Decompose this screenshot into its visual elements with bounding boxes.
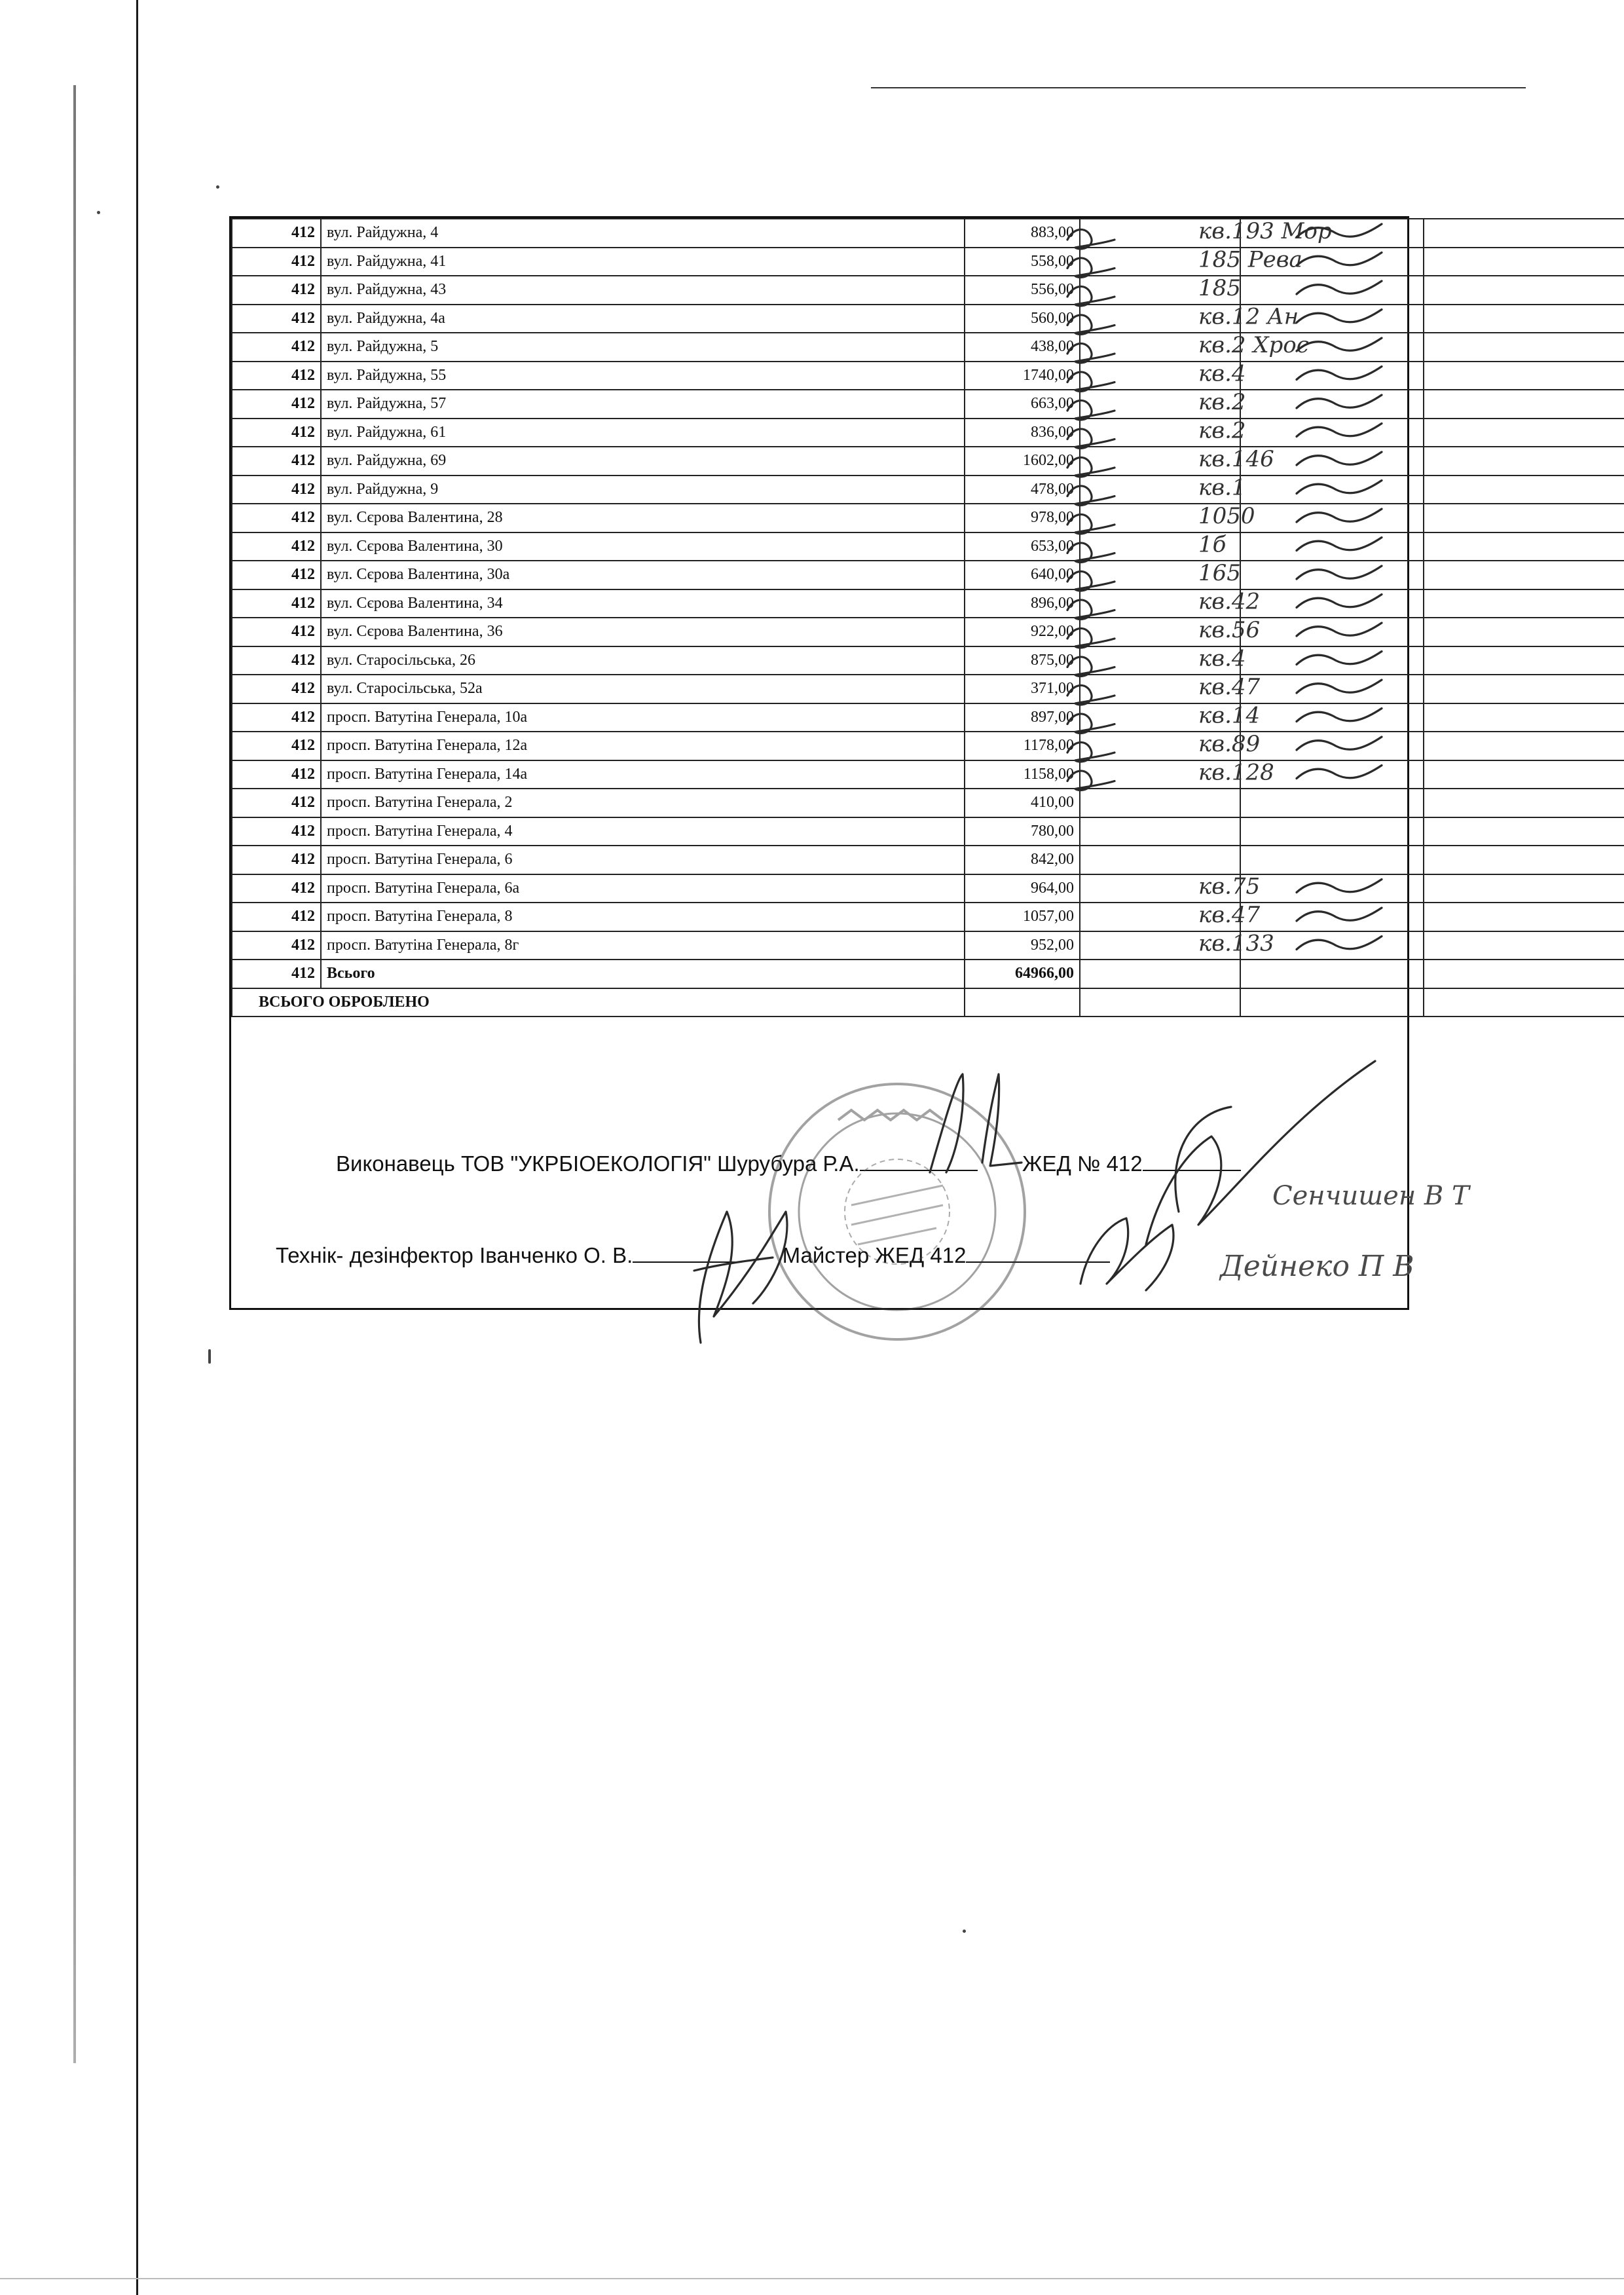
zhed-number: 412 — [232, 732, 321, 760]
zhed-number: 412 — [232, 219, 321, 248]
signature-scribble — [1297, 766, 1382, 779]
area-value: 558,00 — [965, 248, 1080, 276]
zhed-number: 412 — [232, 903, 321, 931]
master-signature — [1080, 1218, 1173, 1290]
area-value: 978,00 — [965, 504, 1080, 532]
technician-signature — [694, 1212, 787, 1343]
zhed-number: 412 — [232, 248, 321, 276]
zhed-number: 412 — [232, 846, 321, 874]
signature-scribble — [1067, 343, 1115, 363]
address: вул. Сєрова Валентина, 28 — [321, 504, 965, 532]
handwritten-flat-note: кв.146 — [1198, 446, 1274, 472]
handwritten-flat-note: кв.4 — [1198, 645, 1246, 672]
zhed-number: 412 — [232, 276, 321, 305]
signature-scribble — [1297, 680, 1382, 693]
address: просп. Ватутіна Генерала, 2 — [321, 789, 965, 817]
signature-scribble — [1297, 424, 1382, 437]
zhed-label: ЖЕД № 412 — [1022, 1151, 1143, 1176]
handwritten-flat-note: кв.2 — [1198, 389, 1246, 415]
total-area: 64966,00 — [965, 960, 1080, 988]
zhed-number: 412 — [232, 931, 321, 960]
signature-scribble — [1067, 600, 1115, 620]
handwritten-flat-note: кв.42 — [1198, 588, 1261, 615]
signature-scribble — [1297, 281, 1382, 294]
master-label: Майстер ЖЕД 412 — [782, 1243, 967, 1267]
signature-scribble — [1297, 566, 1382, 579]
address: просп. Ватутіна Генерала, 8г — [321, 931, 965, 960]
signature-scribble — [1067, 543, 1115, 563]
handwritten-flat-note: кв.128 — [1198, 759, 1274, 786]
signature-scribble — [1297, 481, 1382, 494]
area-value: 964,00 — [965, 874, 1080, 903]
address: вул. Райдужна, 4а — [321, 305, 965, 333]
total-label: Всього — [321, 960, 965, 988]
signature-scribble — [1297, 908, 1382, 921]
area-value: 653,00 — [965, 532, 1080, 561]
address: просп. Ватутіна Генерала, 10а — [321, 703, 965, 732]
handwritten-flat-note: кв.47 — [1198, 902, 1261, 928]
area-value: 1158,00 — [965, 760, 1080, 789]
handwritten-flat-note: 185 — [1198, 275, 1241, 301]
area-value: 842,00 — [965, 846, 1080, 874]
area-value: 875,00 — [965, 646, 1080, 675]
signature-scribble — [1297, 623, 1382, 636]
area-value: 560,00 — [965, 305, 1080, 333]
address: вул. Райдужна, 41 — [321, 248, 965, 276]
handwritten-flat-note: 185 Рева — [1198, 246, 1302, 273]
executor-signature — [930, 1074, 1022, 1172]
area-value: 663,00 — [965, 390, 1080, 419]
address: вул. Райдужна, 5 — [321, 333, 965, 362]
handwritten-flat-note: кв.47 — [1198, 674, 1261, 700]
address: вул. Райдужна, 69 — [321, 447, 965, 476]
handwritten-flat-note: 1б — [1198, 531, 1227, 558]
address: просп. Ватутіна Генерала, 14а — [321, 760, 965, 789]
signature-scribble — [1067, 400, 1115, 420]
zhed-signature — [1146, 1061, 1375, 1244]
zhed-number: 412 — [232, 760, 321, 789]
zhed-number: 412 — [232, 589, 321, 618]
area-value: 410,00 — [965, 789, 1080, 817]
signature-scribble — [1297, 538, 1382, 551]
address: вул. Райдужна, 9 — [321, 476, 965, 504]
zhed-number: 412 — [232, 447, 321, 476]
zhed-number: 412 — [232, 675, 321, 703]
handwritten-master-name: Дейнеко П В — [1220, 1250, 1414, 1283]
signature-scribble — [1067, 742, 1115, 762]
zhed-number: 412 — [232, 390, 321, 419]
signature-scribble — [1067, 771, 1115, 791]
zhed-number: 412 — [232, 419, 321, 447]
zhed-number: 412 — [232, 646, 321, 675]
handwritten-flat-note: кв.56 — [1198, 617, 1261, 643]
signature-scribble — [1297, 367, 1382, 380]
zhed-number: 412 — [232, 362, 321, 390]
zhed-number: 412 — [232, 476, 321, 504]
handwritten-flat-note: кв.4 — [1198, 360, 1246, 387]
address: вул. Сєрова Валентина, 30а — [321, 561, 965, 589]
signature-scribble — [1297, 880, 1382, 893]
area-value: 438,00 — [965, 333, 1080, 362]
signature-scribble — [1297, 452, 1382, 465]
signature-scribble — [1067, 229, 1115, 249]
area-value: 478,00 — [965, 476, 1080, 504]
signature-scribble — [1297, 395, 1382, 408]
zhed-number: 412 — [232, 532, 321, 561]
zhed-number: 412 — [232, 333, 321, 362]
signature-scribble — [1297, 652, 1382, 665]
address: вул. Райдужна, 55 — [321, 362, 965, 390]
area-value: 1740,00 — [965, 362, 1080, 390]
handwritten-flat-note: кв.12 Ан — [1198, 303, 1299, 330]
signature-scribble — [1067, 657, 1115, 677]
zhed-number: 412 — [232, 817, 321, 846]
address: вул. Старосільська, 52а — [321, 675, 965, 703]
address: просп. Ватутіна Генерала, 12а — [321, 732, 965, 760]
signature-scribble — [1067, 514, 1115, 534]
handwritten-flat-note: кв.2 — [1198, 417, 1246, 444]
signature-scribble — [1297, 509, 1382, 522]
handwritten-zhed-name: Сенчишен В Т — [1272, 1181, 1469, 1211]
signature-scribble — [1297, 338, 1382, 351]
address: вул. Сєрова Валентина, 36 — [321, 618, 965, 646]
signature-scribble — [1067, 429, 1115, 449]
area-value: 952,00 — [965, 931, 1080, 960]
zhed-number: 412 — [232, 618, 321, 646]
area-value: 883,00 — [965, 219, 1080, 248]
address: вул. Райдужна, 57 — [321, 390, 965, 419]
area-value: 1602,00 — [965, 447, 1080, 476]
total-zhed: 412 — [232, 960, 321, 988]
area-value: 896,00 — [965, 589, 1080, 618]
signature-scribble — [1297, 937, 1382, 950]
area-value: 640,00 — [965, 561, 1080, 589]
executor-text: Виконавець ТОВ "УКРБІОЕКОЛОГІЯ" Шурубура Р.А. — [336, 1151, 860, 1176]
signature-scribble — [1297, 310, 1382, 323]
handwritten-flat-note: кв.14 — [1198, 702, 1261, 729]
signature-scribble — [1297, 253, 1382, 266]
handwritten-flat-note: кв.2 Хрос — [1198, 332, 1309, 358]
area-value: 780,00 — [965, 817, 1080, 846]
handwritten-flat-note: 1050 — [1198, 503, 1255, 529]
technician-text: Технік- дезінфектор Іванченко О. В. — [276, 1243, 633, 1267]
signature-scribble — [1297, 709, 1382, 722]
zhed-number: 412 — [232, 561, 321, 589]
signature-scribble — [1297, 595, 1382, 608]
handwritten-flat-note: кв.193 Мор — [1198, 218, 1332, 244]
signature-scribble — [1067, 372, 1115, 392]
address: вул. Райдужна, 4 — [321, 219, 965, 248]
signature-scribble — [1067, 628, 1115, 648]
address: просп. Ватутіна Генерала, 4 — [321, 817, 965, 846]
signature-scribble — [1067, 258, 1115, 278]
zhed-number: 412 — [232, 789, 321, 817]
signature-scribble — [1067, 486, 1115, 506]
handwritten-flat-note: кв.89 — [1198, 731, 1261, 757]
area-value: 556,00 — [965, 276, 1080, 305]
area-value: 1178,00 — [965, 732, 1080, 760]
area-value: 1057,00 — [965, 903, 1080, 931]
address: вул. Сєрова Валентина, 34 — [321, 589, 965, 618]
address: просп. Ватутіна Генерала, 6а — [321, 874, 965, 903]
grand-total-label: ВСЬОГО ОБРОБЛЕНО — [232, 988, 965, 1017]
handwritten-flat-note: 165 — [1198, 560, 1241, 586]
handwritten-flat-note: кв.75 — [1198, 873, 1261, 900]
address: просп. Ватутіна Генерала, 6 — [321, 846, 965, 874]
zhed-number: 412 — [232, 305, 321, 333]
zhed-number: 412 — [232, 703, 321, 732]
address: вул. Райдужна, 61 — [321, 419, 965, 447]
signature-scribble — [1067, 714, 1115, 734]
signature-scribble — [1067, 315, 1115, 335]
signature-scribble — [1067, 685, 1115, 705]
address: вул. Старосільська, 26 — [321, 646, 965, 675]
zhed-number: 412 — [232, 874, 321, 903]
signature-scribble — [1067, 571, 1115, 591]
area-value: 836,00 — [965, 419, 1080, 447]
signature-scribble — [1297, 737, 1382, 750]
handwritten-flat-note: кв.1 — [1198, 474, 1246, 501]
zhed-number: 412 — [232, 504, 321, 532]
signature-scribble — [1067, 457, 1115, 477]
row-signature-scribbles — [1067, 218, 1382, 957]
signature-scribble — [1067, 286, 1115, 306]
area-value: 922,00 — [965, 618, 1080, 646]
handwritten-flat-note: кв.133 — [1198, 930, 1274, 957]
area-value: 371,00 — [965, 675, 1080, 703]
address: вул. Райдужна, 43 — [321, 276, 965, 305]
address: вул. Сєрова Валентина, 30 — [321, 532, 965, 561]
area-value: 897,00 — [965, 703, 1080, 732]
address: просп. Ватутіна Генерала, 8 — [321, 903, 965, 931]
